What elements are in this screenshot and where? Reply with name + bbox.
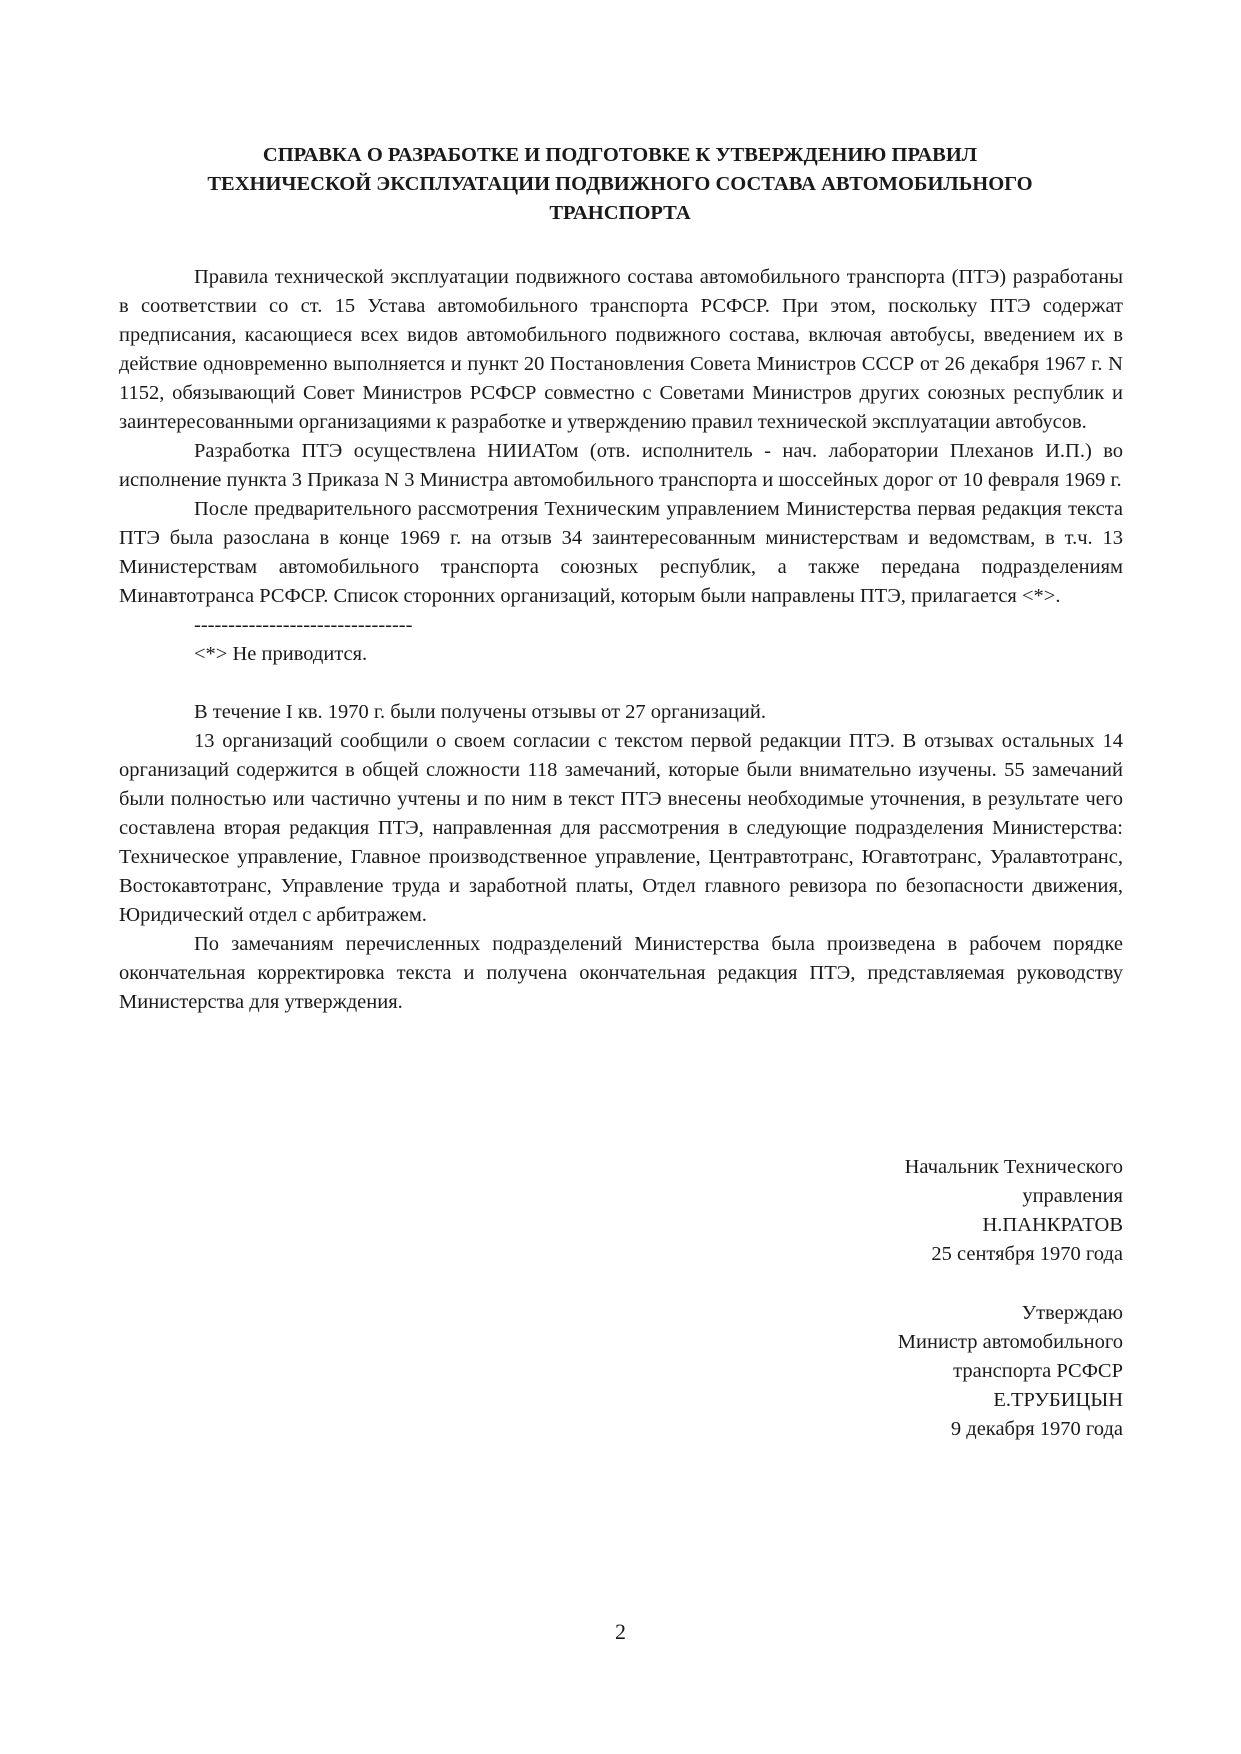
paragraph-development: Разработка ПТЭ осуществлена НИИАТом (отв. исполнитель - нач. лаборатории Плеханов И.П.) во исполнение пункта 3 Приказа N 3 Министра автомобильного транспорта и шоссейных дорог от 10 февраля 1969 г. [119,440,1123,491]
approval-label: Утверждаю [1021,1302,1123,1324]
footnote-rule: -------------------------------- [194,614,413,636]
page-number: 2 [615,1619,626,1644]
title-line-1: СПРАВКА О РАЗРАБОТКЕ И ПОДГОТОВКЕ К УТВЕРЖДЕНИЮ ПРАВИЛ [262,144,978,166]
spacer [119,669,1123,698]
paragraph-final-edition: По замечаниям перечисленных подразделений Министерства была произведена в рабочем порядке окончательная корректировка текста и получена окончательная редакция ПТЭ, представляемая руководству Министерства для утверждения. [119,933,1123,1013]
signature-position-line-1: Министр автомобильного [897,1331,1123,1353]
title-line-3: ТРАНСПОРТА [549,202,691,224]
signature-date: 9 декабря 1970 года [950,1418,1123,1440]
signature-block-technical-department [905,1153,1123,1269]
paragraph-distribution: После предварительного рассмотрения Техническим управлением Министерства первая редакция текста ПТЭ была разослана в конце 1969 г. на отзыв 34 заинтересованным министерствам и ведомствам, в т.ч. 13 Министерствам автомобильного транспорта союзных республик, а также передана подразделениям Минавтотранса РСФСР. Список сторонних организаций, которым были направлены ПТЭ, прилагается <*>. [119,498,1123,607]
signature-block-minister [898,1299,1123,1444]
signature-name: Е.ТРУБИЦЫН [993,1389,1123,1411]
paragraph-rules-basis: Правила технической эксплуатации подвижного состава автомобильного транспорта (ПТЭ) разработаны в соответствии со ст. 15 Устава автомобильного транспорта РСФСР. При этом, поскольку ПТЭ содержат предписания, касающиеся всех видов автомобильного подвижного состава, включая автобусы, введением их в действие одновременно выполняется и пункт 20 Постановления Совета Министров СССР от 26 декабря 1967 г. N 1152, обязывающий Совет Министров РСФСР совместно с Советами Министров других союзных республик и заинтересованными организациями к разработке и утверждению правил технической эксплуатации автобусов. [119,266,1123,433]
paragraph-responses: В течение I кв. 1970 г. были получены отзывы от 27 организаций. [194,701,766,723]
signature-position-line-2: транспорта РСФСР [953,1360,1123,1382]
signature-name: Н.ПАНКРАТОВ [982,1214,1123,1236]
document-title [140,141,1100,228]
title-line-2: ТЕХНИЧЕСКОЙ ЭКСПЛУАТАЦИИ ПОДВИЖНОГО СОСТАВА АВТОМОБИЛЬНОГО [207,173,1033,195]
signature-date: 25 сентября 1970 года [931,1243,1123,1265]
signature-position-line-2: управления [1022,1185,1123,1207]
document-body [119,263,1123,1017]
signature-position-line-1: Начальник Технического [904,1156,1123,1178]
paragraph-remarks: 13 организаций сообщили о своем согласии с текстом первой редакции ПТЭ. В отзывах остальных 14 организаций содержится в общей сложности 118 замечаний, которые были внимательно изучены. 55 замечаний были полностью или частично учтены и по ним в текст ПТЭ внесены необходимые уточнения, в результате чего составлена вторая редакция ПТЭ, направленная для рассмотрения в следующие подразделения Министерства: Техническое управление, Главное производственное управление, Центравтотранс, Югавтотранс, Уралавтотранс, Востокавтотранс, Управление труда и заработной платы, Отдел главного ревизора по безопасности движения, Юридический отдел с арбитражем. [119,730,1123,926]
footnote-note: <*> Не приводится. [194,643,368,665]
